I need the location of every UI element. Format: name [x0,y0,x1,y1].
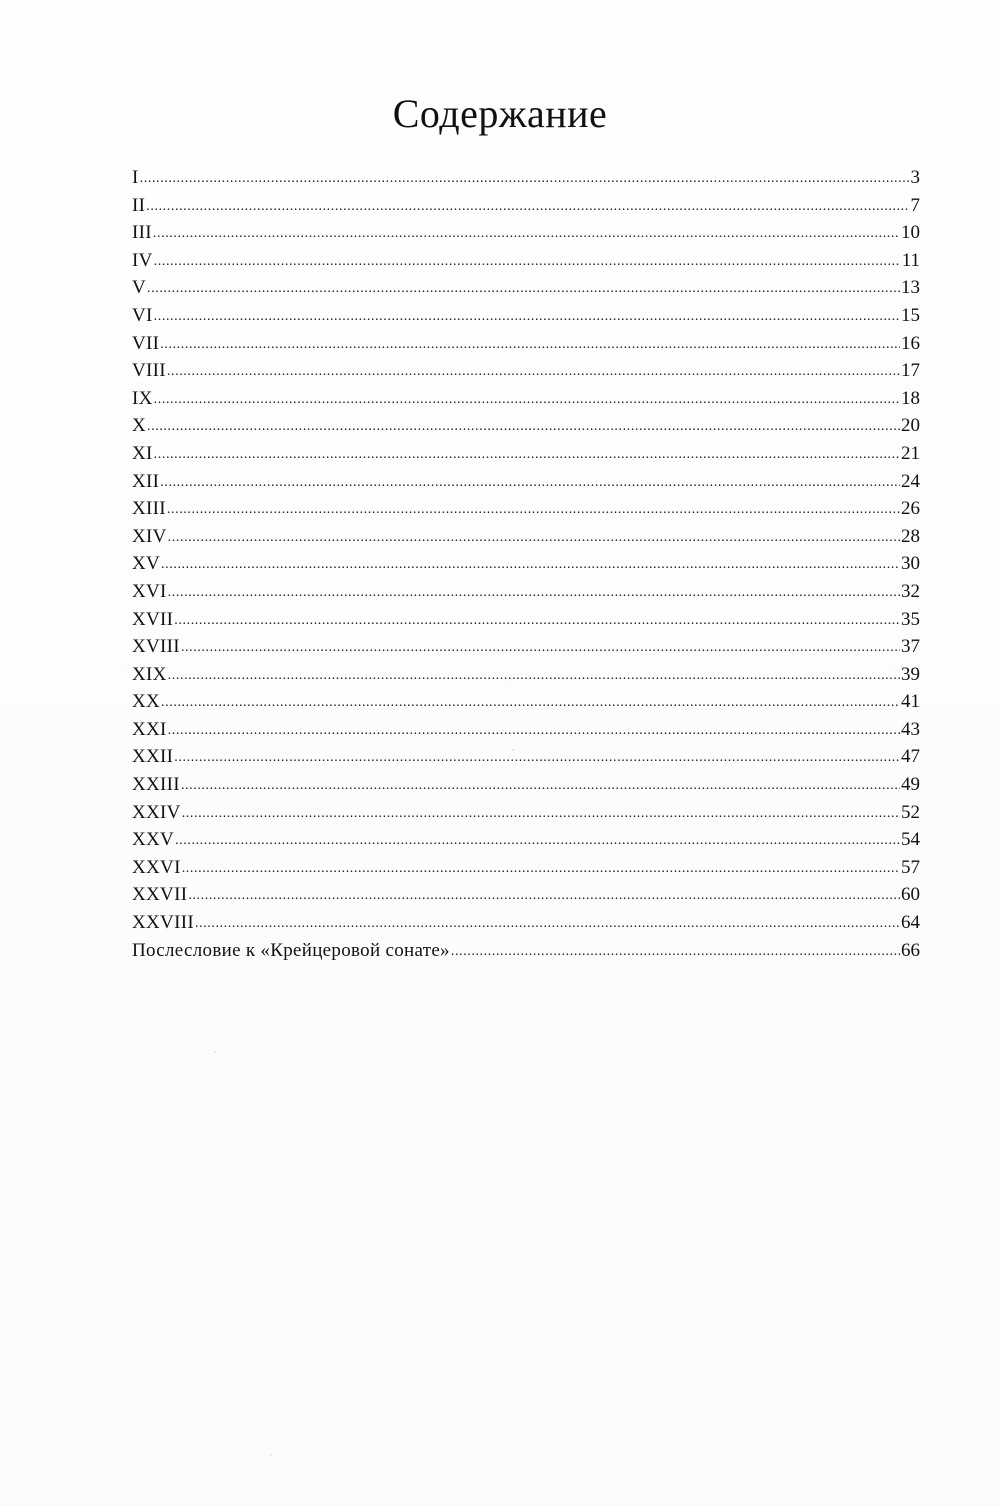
dot-leader [188,880,900,910]
toc-entry-page-number: 20 [901,415,920,437]
toc-entry [132,247,920,275]
dot-leader [181,770,900,800]
toc-entry-label: XXVI [132,856,181,878]
toc-entry-page-number: 26 [901,498,920,520]
toc-entry-page-number: 10 [901,222,920,244]
dot-leader [182,798,900,828]
toc-entry-page-number: 16 [901,332,920,354]
toc-entry [132,192,920,220]
toc-title: Содержание [392,91,608,136]
toc-entry [132,826,920,854]
dot-leader [168,522,900,552]
toc-entry-label: VIII [132,360,166,382]
toc-entry-page-number: 28 [901,525,920,547]
toc-entry-label: X [132,415,147,437]
toc-entry-page-number: 49 [901,774,920,796]
toc-entry [132,164,920,192]
toc-entry [132,606,920,634]
table-of-contents [132,164,920,964]
toc-entry-page-number: 30 [901,553,920,575]
toc-entry-page-number: 35 [901,608,920,630]
toc-entry-label: II [132,194,146,216]
toc-entry-label: XIV [132,525,167,547]
dot-leader [146,191,909,221]
toc-entry-label: XXI [132,718,167,740]
toc-entry [132,633,920,661]
toc-entry-page-number: 64 [901,912,920,934]
dot-leader [154,439,900,469]
paper-speck [512,749,514,751]
toc-entry-label: XXIII [132,774,180,796]
toc-entry-page-number: 41 [901,691,920,713]
toc-entry [132,330,920,358]
toc-entry [132,909,920,937]
toc-entry-label: XXVIII [132,912,194,934]
dot-leader [154,246,901,276]
toc-entry-page-number: 47 [901,746,920,768]
toc-entry-label: VII [132,332,160,354]
toc-entry [132,468,920,496]
toc-entry-page-number: 37 [901,636,920,658]
toc-entry-label: XVIII [132,636,180,658]
paper-speck [214,1051,216,1053]
toc-entry-page-number: 52 [901,801,920,823]
dot-leader [160,467,900,497]
toc-entry [132,274,920,302]
dot-leader [168,715,900,745]
toc-entry-label: III [132,222,152,244]
toc-entry [132,578,920,606]
dot-leader [140,163,910,193]
toc-entry-label: XX [132,691,161,713]
toc-entry [132,495,920,523]
toc-entry-page-number: 21 [901,442,920,464]
toc-entry-label: V [132,277,147,299]
toc-entry-page-number: 60 [901,884,920,906]
paper-speck [270,1454,272,1456]
toc-entry-label: XXV [132,829,175,851]
toc-entry-page-number: 43 [901,718,920,740]
dot-leader [175,825,900,855]
toc-entry [132,771,920,799]
toc-entry-label: XIII [132,498,166,520]
toc-entry [132,357,920,385]
toc-entry-label: I [132,167,139,188]
toc-entry-label: XI [132,442,153,464]
toc-entry-label: XV [132,553,161,575]
dot-leader [168,660,900,690]
toc-entry [132,799,920,827]
toc-entry [132,854,920,882]
toc-entry [132,661,920,689]
dot-leader [161,687,900,717]
toc-entry-label: XVI [132,580,167,602]
toc-entry-page-number: 66 [901,939,920,961]
dot-leader [147,273,900,303]
toc-entry-page-number: 57 [901,856,920,878]
toc-entry-label: XVII [132,608,174,630]
toc-entry [132,550,920,578]
toc-entry-label: XXVII [132,884,188,906]
dot-leader [174,605,900,635]
toc-entry-label: IV [132,249,153,271]
toc-entry-label: IX [132,387,153,409]
toc-entry [132,688,920,716]
toc-entry-label: VI [132,304,153,326]
toc-entry-page-number: 54 [901,829,920,851]
dot-leader [161,549,900,579]
toc-entry-page-number: 32 [901,580,920,602]
toc-entry [132,523,920,551]
toc-entry-page-number: 17 [901,360,920,382]
dot-leader [182,853,900,883]
toc-entry [132,302,920,330]
dot-leader [154,301,900,331]
toc-entry-page-number: 7 [910,194,920,216]
dot-leader [195,908,900,938]
toc-entry-label: XII [132,470,160,492]
dot-leader [181,632,900,662]
dot-leader [451,936,900,966]
toc-entry-page-number: 11 [901,249,920,271]
toc-entry-label: XXIV [132,801,181,823]
toc-entry [132,881,920,909]
dot-leader [154,384,900,414]
toc-entry [132,716,920,744]
toc-entry-page-number: 3 [910,167,920,188]
dot-leader [168,577,900,607]
toc-entry [132,385,920,413]
toc-entry-label: Послесловие к «Крейцеровой сонате» [132,939,450,961]
toc-entry [132,412,920,440]
toc-entry-label: XIX [132,663,167,685]
toc-entry [132,937,920,965]
dot-leader [174,742,900,772]
toc-entry [132,440,920,468]
toc-entry-page-number: 24 [901,470,920,492]
dot-leader [153,218,900,248]
toc-entry-page-number: 18 [901,387,920,409]
toc-entry-page-number: 13 [901,277,920,299]
dot-leader [167,494,900,524]
toc-entry-label: XXII [132,746,174,768]
toc-entry-page-number: 15 [901,304,920,326]
toc-entry [132,219,920,247]
toc-entry [132,743,920,771]
toc-entry-page-number: 39 [901,663,920,685]
dot-leader [167,356,900,386]
dot-leader [147,411,900,441]
dot-leader [160,329,900,359]
